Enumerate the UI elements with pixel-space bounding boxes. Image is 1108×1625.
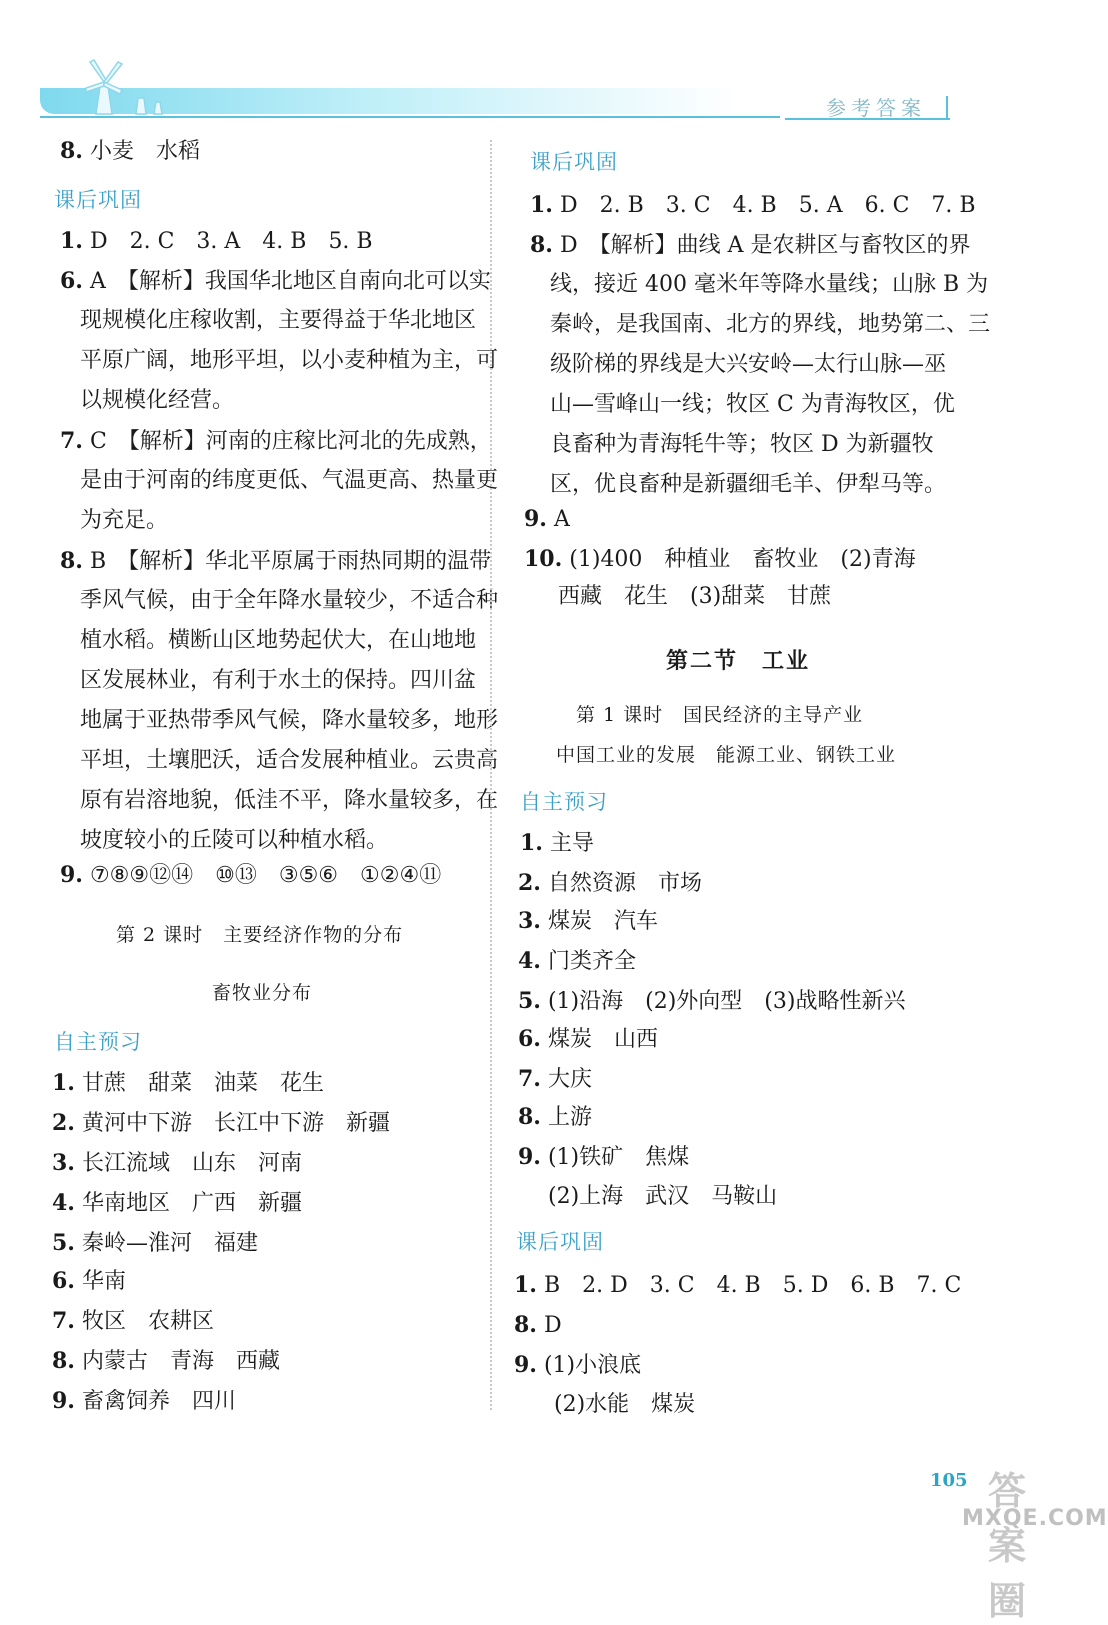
item-number: 2. — [52, 1110, 75, 1136]
item-number: 5. — [518, 988, 541, 1014]
answer-line: 8. D 【解析】曲线 A 是农耕区与畜牧区的界 — [530, 232, 971, 258]
answer-line: 为充足。 — [80, 508, 169, 533]
answer-line: 6. 煤炭 山西 — [518, 1026, 658, 1052]
item-number: 7. — [518, 1066, 541, 1092]
answer-line: 6. 华南 — [52, 1268, 126, 1294]
answer-line: 现规模化庄稼收割，主要得益于华北地区 — [80, 308, 477, 333]
item-number: 1. — [520, 830, 543, 856]
answer-line: 3. 长江流域 山东 河南 — [52, 1150, 302, 1176]
answer-line: 1. B 2. D 3. C 4. B 5. D 6. B 7. C — [514, 1272, 962, 1298]
answer-line: 良畜种为青海牦牛等；牧区 D 为新疆牧 — [550, 432, 934, 457]
answer-line: 地属于亚热带季风气候，降水量较多，地形 — [80, 708, 499, 733]
answer-line: 4. 门类齐全 — [518, 948, 636, 974]
section-label: 自主预习 — [54, 1030, 142, 1054]
section-heading: 第二节 工业 — [666, 648, 811, 674]
answer-line: 7. 大庆 — [518, 1066, 592, 1092]
answer-line: 7. 牧区 农耕区 — [52, 1308, 214, 1334]
answer-line: 5. 秦岭—淮河 福建 — [52, 1230, 258, 1256]
answer-line: 9. 畜禽饲养 四川 — [52, 1388, 236, 1414]
item-number: 8. — [60, 548, 83, 574]
answer-line: 秦岭，是我国南、北方的界线，地势第二、三 — [550, 312, 991, 337]
answer-line: 10. (1)400 种植业 畜牧业 (2)青海 — [524, 546, 916, 572]
header-tick — [946, 96, 948, 120]
answer-line: 1. D 2. B 3. C 4. B 5. A 6. C 7. B — [530, 192, 976, 218]
page-header — [0, 0, 1055, 130]
windmill-icon — [60, 48, 170, 118]
answer-line: 8. 上游 — [518, 1104, 592, 1130]
section-label: 课后巩固 — [516, 1230, 604, 1254]
answer-line: 以规模化经营。 — [80, 388, 235, 413]
watermark-logo: 答案圈 — [988, 1469, 1025, 1623]
answer-line: 西藏 花生 (3)甜菜 甘蔗 — [536, 584, 832, 609]
answer-line: 4. 华南地区 广西 新疆 — [52, 1190, 302, 1216]
item-number: 5. — [52, 1230, 75, 1256]
lesson-title: 中国工业的发展 能源工业、钢铁工业 — [556, 744, 897, 766]
header-title: 参考答案 — [826, 96, 926, 120]
answer-line: 坡度较小的丘陵可以种植水稻。 — [80, 828, 389, 853]
item-number: 8. — [518, 1104, 541, 1130]
item-number: 9. — [60, 862, 83, 888]
item-number: 8. — [60, 138, 83, 164]
answer-line: 平坦，土壤肥沃，适合发展种植业。云贵高 — [80, 748, 499, 773]
watermark-url: MXQE.COM — [962, 1506, 1108, 1531]
item-number: 2. — [518, 870, 541, 896]
answer-line: 平原广阔，地形平坦，以小麦种植为主，可 — [80, 348, 499, 373]
section-label: 课后巩固 — [54, 188, 142, 212]
item-number: 4. — [518, 948, 541, 974]
answer-line: 山—雪峰山一线；牧区 C 为青海牧区，优 — [550, 392, 955, 417]
item-number: 3. — [518, 908, 541, 934]
answer-line: 植水稻。横断山区地势起伏大，在山地地 — [80, 628, 477, 653]
item-number: 1. — [514, 1272, 537, 1298]
section-label: 课后巩固 — [530, 150, 618, 174]
answer-line: 9. (1)铁矿 焦煤 — [518, 1144, 690, 1170]
answer-line: 8. 内蒙古 青海 西藏 — [52, 1348, 280, 1374]
answer-line: 级阶梯的界线是大兴安岭—太行山脉—巫 — [550, 352, 947, 377]
answer-line: 7. C 【解析】河南的庄稼比河北的先成熟， — [60, 428, 492, 454]
answer-line: 原有岩溶地貌，低洼不平，降水量较多，在 — [80, 788, 499, 813]
page-number: 105 — [930, 1470, 968, 1491]
item-number: 9. — [514, 1352, 537, 1378]
answer-line: 9. ⑦⑧⑨⑫⑭ ⑩⑬ ③⑤⑥ ①②④⑪ — [60, 862, 442, 888]
answer-line: 区发展林业，有利于水土的保持。四川盆 — [80, 668, 477, 693]
lesson-title: 畜牧业分布 — [212, 982, 313, 1004]
item-number: 1. — [60, 228, 83, 254]
item-number: 8. — [514, 1312, 537, 1338]
answer-line: 季风气候，由于全年降水量较少，不适合种 — [80, 588, 499, 613]
item-number: 3. — [52, 1150, 75, 1176]
answer-line: 8. D — [514, 1312, 562, 1338]
answer-line: 2. 自然资源 市场 — [518, 870, 702, 896]
answer-line: 3. 煤炭 汽车 — [518, 908, 658, 934]
item-number: 4. — [52, 1190, 75, 1216]
column-divider — [490, 140, 492, 1410]
item-number: 8. — [530, 232, 553, 258]
item-number: 6. — [518, 1026, 541, 1052]
lesson-title: 第 2 课时 主要经济作物的分布 — [116, 924, 404, 946]
answer-line: 线，接近 400 毫米年等降水量线；山脉 B 为 — [550, 272, 989, 297]
item-number: 1. — [52, 1070, 75, 1096]
item-number: 7. — [52, 1308, 75, 1334]
section-label: 自主预习 — [520, 790, 608, 814]
item-number: 7. — [60, 428, 83, 454]
item-number: 6. — [60, 268, 83, 294]
answer-line: 1. D 2. C 3. A 4. B 5. B — [60, 228, 373, 254]
answer-line: (2)上海 武汉 马鞍山 — [526, 1184, 778, 1209]
answer-line: (2)水能 煤炭 — [532, 1392, 696, 1417]
item-number: 9. — [518, 1144, 541, 1170]
answer-line: 区，优良畜种是新疆细毛羊、伊犁马等。 — [550, 472, 947, 497]
item-number: 9. — [52, 1388, 75, 1414]
item-number: 6. — [52, 1268, 75, 1294]
header-rule — [40, 116, 780, 118]
item-number: 1. — [530, 192, 553, 218]
answer-line: 8. B 【解析】华北平原属于雨热同期的温带 — [60, 548, 492, 574]
item-number: 10. — [524, 546, 563, 572]
item-number: 9. — [524, 506, 547, 532]
item-number: 8. — [52, 1348, 75, 1374]
answer-line: 9. (1)小浪底 — [514, 1352, 642, 1378]
answer-line: 2. 黄河中下游 长江中下游 新疆 — [52, 1110, 390, 1136]
answer-line: 6. A 【解析】我国华北地区自南向北可以实 — [60, 268, 491, 294]
answer-line: 8. 小麦 水稻 — [60, 138, 200, 164]
answer-line: 1. 主导 — [520, 830, 594, 856]
answer-line: 5. (1)沿海 (2)外向型 (3)战略性新兴 — [518, 988, 906, 1014]
answer-line: 9. A — [524, 506, 570, 532]
answer-line: 是由于河南的纬度更低、气温更高、热量更 — [80, 468, 499, 493]
answer-line: 1. 甘蔗 甜菜 油菜 花生 — [52, 1070, 324, 1096]
lesson-title: 第 1 课时 国民经济的主导产业 — [576, 704, 864, 726]
